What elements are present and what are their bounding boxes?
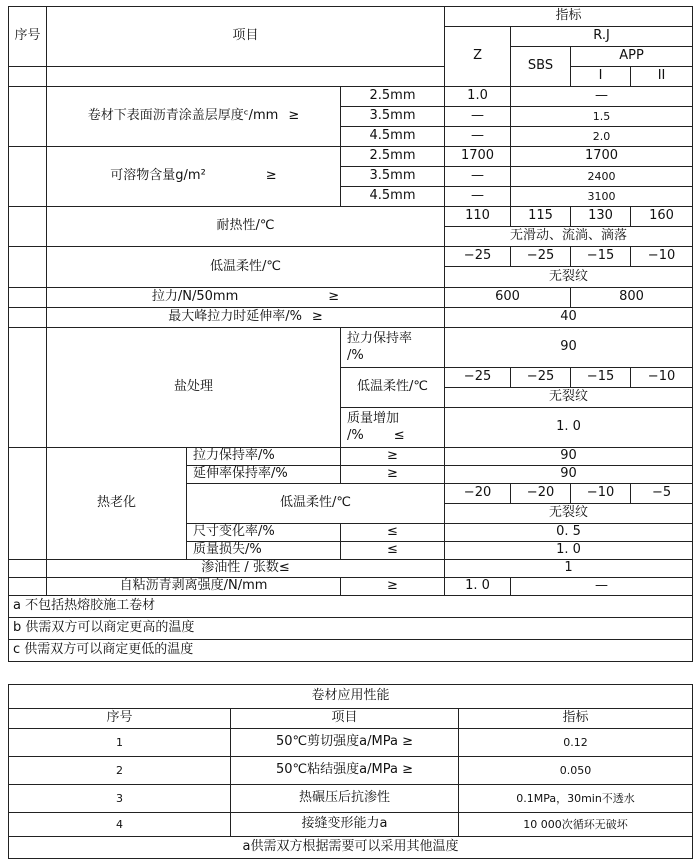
thickness-z: —: [445, 107, 511, 127]
thickness-rj: —: [511, 87, 693, 107]
aging-tensile-value: 90: [445, 448, 693, 466]
low-temp-value: −25: [511, 247, 571, 267]
aging-mass-sign: ≤: [341, 542, 445, 560]
aging-elong-value: 90: [445, 466, 693, 484]
elongation-label: 最大峰拉力时延伸率/% ≥: [47, 308, 445, 328]
heat-resistance-value: 160: [631, 207, 693, 227]
soluble-rj: 2400: [511, 167, 693, 187]
app-row-no: 3: [9, 785, 231, 813]
app-row-value: 0.1MPa，30min不透水: [459, 785, 693, 813]
thickness-rj: 1.5: [511, 107, 693, 127]
header-app: APP: [571, 47, 693, 67]
app-row-item: 热碾压后抗渗性: [231, 785, 459, 813]
aging-lowtemp-value: −20: [445, 484, 511, 504]
thickness-rj: 2.0: [511, 127, 693, 147]
peel-rj: —: [511, 578, 693, 596]
low-temp-note: 无裂纹: [445, 267, 693, 288]
peel-z: 1. 0: [445, 578, 511, 596]
soluble-sub: 2.5mm: [341, 147, 445, 167]
app-row-value: 0.12: [459, 729, 693, 757]
app-header-index: 指标: [459, 709, 693, 729]
footnote: c 供需双方可以商定更低的温度: [9, 640, 693, 662]
footnote: b 供需双方可以商定更高的温度: [9, 618, 693, 640]
app-row-value: 10 000次循环无破坏: [459, 813, 693, 837]
app-row-no: 4: [9, 813, 231, 837]
app-row-no: 1: [9, 729, 231, 757]
aging-tensile-label: 拉力保持率/%: [187, 448, 341, 466]
oil-label: 渗油性 / 张数≤: [47, 560, 445, 578]
heat-resistance-value: 130: [571, 207, 631, 227]
oil-value: 1: [445, 560, 693, 578]
header-app-i: I: [571, 67, 631, 87]
low-temp-value: −15: [571, 247, 631, 267]
thickness-z: 1.0: [445, 87, 511, 107]
heat-resistance-value: 110: [445, 207, 511, 227]
header-rj: R.J: [511, 27, 693, 47]
thickness-sub: 2.5mm: [341, 87, 445, 107]
salt-lowtemp-value: −10: [631, 368, 693, 388]
aging-dimension-sign: ≤: [341, 524, 445, 542]
aging-mass-value: 1. 0: [445, 542, 693, 560]
salt-mass-label: 质量增加 /% ≤: [341, 408, 445, 448]
salt-lowtemp-value: −25: [445, 368, 511, 388]
properties-table: [8, 6, 693, 662]
salt-tensile-value: 90: [445, 328, 693, 368]
salt-lowtemp-value: −25: [511, 368, 571, 388]
header-item: 项目: [47, 7, 445, 67]
soluble-z: —: [445, 187, 511, 207]
footnote: a 不包括热熔胶施工卷材: [9, 596, 693, 618]
app-row-no: 2: [9, 757, 231, 785]
heat-resistance-note: 无滑动、流淌、滴落: [445, 227, 693, 247]
application-title: 卷材应用性能: [9, 685, 693, 709]
salt-lowtemp-value: −15: [571, 368, 631, 388]
header-app-ii: II: [631, 67, 693, 87]
soluble-label: 可溶物含量g/m² ≥: [47, 147, 341, 207]
header-index: 指标: [445, 7, 693, 27]
heat-resistance-label: 耐热性/℃: [47, 207, 445, 247]
app-header-no: 序号: [9, 709, 231, 729]
aging-dimension-value: 0. 5: [445, 524, 693, 542]
low-temp-value: −10: [631, 247, 693, 267]
tensile-value-1: 600: [445, 288, 571, 308]
soluble-sub: 3.5mm: [341, 167, 445, 187]
tensile-label: 拉力/N/50mm ≥: [47, 288, 445, 308]
salt-label: 盐处理: [47, 328, 341, 448]
salt-lowtemp-note: 无裂纹: [445, 388, 693, 408]
app-row-item: 50℃粘结强度a/MPa ≥: [231, 757, 459, 785]
peel-label: 自粘沥青剥离强度/N/mm: [47, 578, 341, 596]
thickness-sub: 4.5mm: [341, 127, 445, 147]
peel-sign: ≥: [341, 578, 445, 596]
app-header-item: 项目: [231, 709, 459, 729]
aging-elong-label: 延伸率保持率/%: [187, 466, 341, 484]
aging-lowtemp-note: 无裂纹: [445, 504, 693, 524]
soluble-rj: 1700: [511, 147, 693, 167]
salt-tensile-label: 拉力保持率 /%: [341, 328, 445, 368]
app-row-item: 接缝变形能力a: [231, 813, 459, 837]
tensile-value-2: 800: [571, 288, 693, 308]
header-no: 序号: [9, 7, 47, 67]
low-temp-label: 低温柔性/℃: [47, 247, 445, 288]
header-z: Z: [445, 27, 511, 87]
app-row-value: 0.050: [459, 757, 693, 785]
thickness-sub: 3.5mm: [341, 107, 445, 127]
aging-tensile-sign: ≥: [341, 448, 445, 466]
soluble-z: —: [445, 167, 511, 187]
aging-dimension-label: 尺寸变化率/%: [187, 524, 341, 542]
aging-elong-sign: ≥: [341, 466, 445, 484]
elongation-value: 40: [445, 308, 693, 328]
soluble-rj: 3100: [511, 187, 693, 207]
soluble-sub: 4.5mm: [341, 187, 445, 207]
aging-lowtemp-label: 低温柔性/℃: [187, 484, 445, 524]
app-footnote: a供需双方根据需要可以采用其他温度: [9, 837, 693, 859]
thickness-label: 卷材下表面沥青涂盖层厚度ᶜ/mm ≥: [47, 87, 341, 147]
salt-lowtemp-label: 低温柔性/℃: [341, 368, 445, 408]
aging-lowtemp-value: −10: [571, 484, 631, 504]
header-sbs: SBS: [511, 47, 571, 87]
app-row-item: 50℃剪切强度a/MPa ≥: [231, 729, 459, 757]
aging-mass-label: 质量损失/%: [187, 542, 341, 560]
thickness-z: —: [445, 127, 511, 147]
aging-lowtemp-value: −5: [631, 484, 693, 504]
application-table: [8, 684, 693, 859]
salt-mass-value: 1. 0: [445, 408, 693, 448]
soluble-z: 1700: [445, 147, 511, 167]
aging-lowtemp-value: −20: [511, 484, 571, 504]
heat-resistance-value: 115: [511, 207, 571, 227]
low-temp-value: −25: [445, 247, 511, 267]
aging-label: 热老化: [47, 448, 187, 560]
